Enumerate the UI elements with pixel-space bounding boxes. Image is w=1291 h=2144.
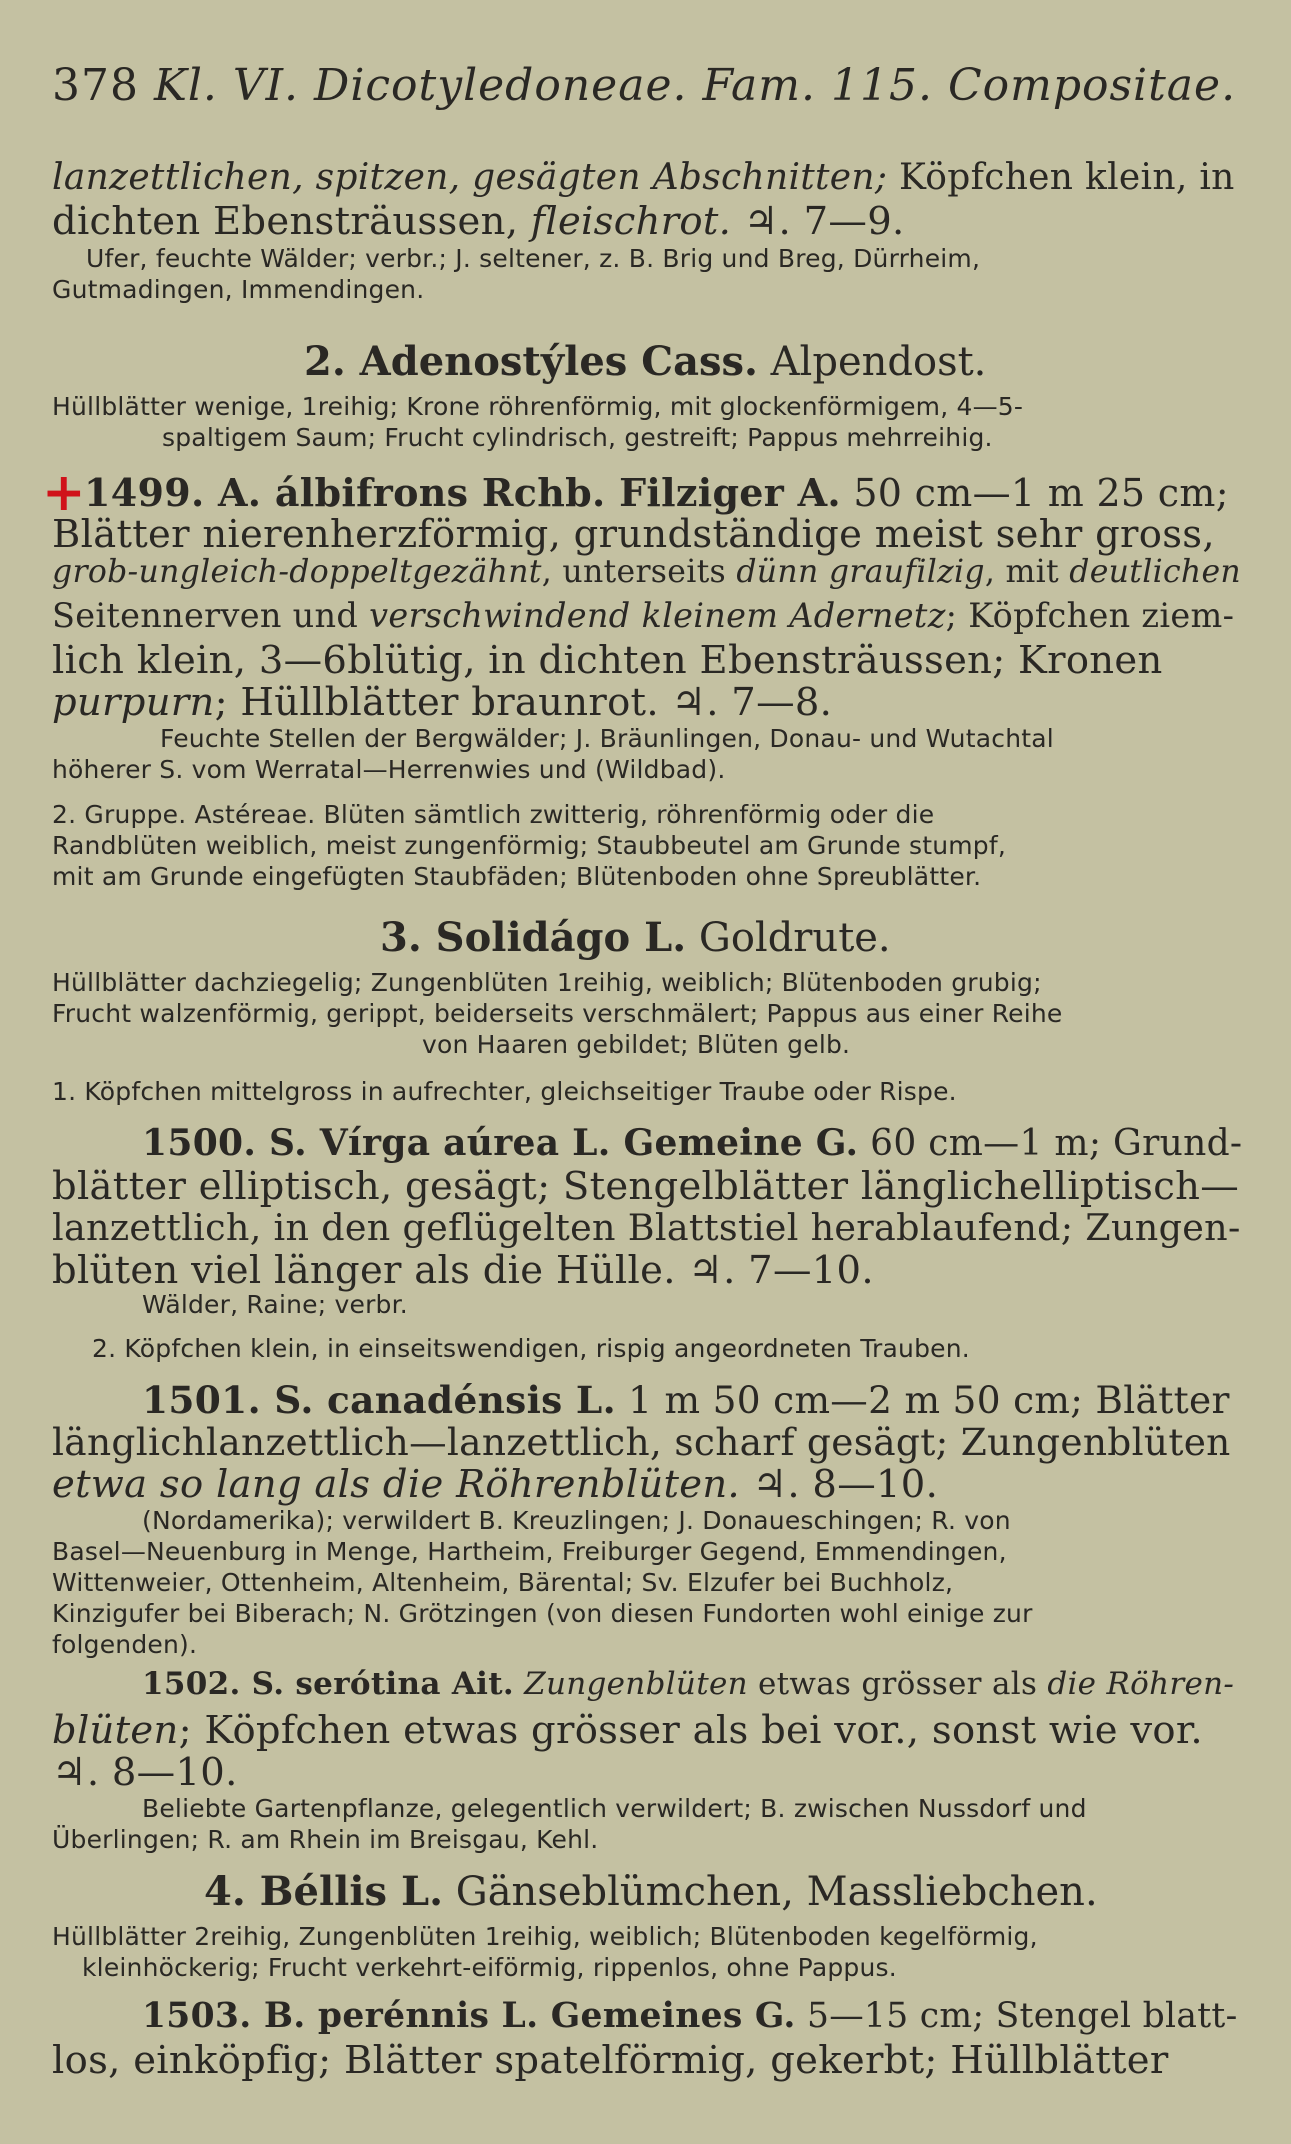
habitat-line: Wittenweier, Ottenheim, Altenheim, Bärental; Sv. Elzufer bei Buchholz, <box>52 1568 954 1597</box>
header-family-name: Compositae. <box>947 60 1237 111</box>
page-number: 378 <box>52 60 139 111</box>
species-1499-line: 1499. A. álbifrons Rchb. Filziger A. 50 cm—1 m 25 cm; <box>84 470 1229 515</box>
habitat-line: Basel—Neuenburg in Menge, Hartheim, Freiburger Gegend, Emmendingen, <box>52 1537 1007 1566</box>
habitat-line: Wälder, Raine; verbr. <box>142 1290 408 1319</box>
text-line: länglichlanzettlich—lanzettlich, scharf gesägt; Zungenblüten <box>52 1420 1231 1464</box>
key-line: 1. Köpfchen mittelgross in aufrechter, gleichseitiger Traube oder Rispe. <box>52 1077 957 1106</box>
text-line: purpurn; Hüllblätter braunrot. ♃. 7—8. <box>52 680 833 725</box>
habitat-line: Kinzigufer bei Biberach; N. Grötzingen (von diesen Fundorten wohl einige zur <box>52 1599 1033 1628</box>
genus-heading: 2. Adenostýles Cass. Alpendost. <box>304 338 987 385</box>
species-1502-line: 1502. S. serótina Ait. Zungenblüten etwas grösser als die Röhren- <box>142 1666 1235 1702</box>
habitat-line: Überlingen; R. am Rhein im Breisgau, Kehl. <box>52 1825 599 1854</box>
genus-description: spaltigem Saum; Frucht cylindrisch, gestreift; Pappus mehrreihig. <box>162 423 993 452</box>
key-line: 2. Köpfchen klein, in einseitswendigen, rispig angeordneten Trauben. <box>92 1334 970 1363</box>
header-subclass: Dicotyledoneae. <box>314 60 688 111</box>
genus-description: Hüllblätter 2reihig, Zungenblüten 1reihig, weiblich; Blütenboden kegelförmig, <box>52 1922 1038 1951</box>
header-family: Fam. 115. <box>702 60 933 111</box>
habitat-line: Ufer, feuchte Wälder; verbr.; J. seltener, z. B. Brig und Breg, Dürrheim, <box>86 244 981 273</box>
text-line: blüten viel länger als die Hülle. ♃. 7—10. <box>52 1248 874 1293</box>
species-1503-line: 1503. B. perénnis L. Gemeines G. 5—15 cm; Stengel blatt- <box>142 1996 1238 2036</box>
text-line: blüten; Köpfchen etwas grösser als bei vor., sonst wie vor. <box>52 1708 1203 1753</box>
text-line: Seitennerven und verschwindend kleinem Adernetz; Köpfchen ziem- <box>52 596 1235 635</box>
genus-description: von Haaren gebildet; Blüten gelb. <box>422 1030 851 1059</box>
genus-description: kleinhöckerig; Frucht verkehrt-eiförmig, rippenlos, ohne Pappus. <box>82 1953 897 1982</box>
text-line: blätter elliptisch, gesägt; Stengelblätter länglichelliptisch— <box>52 1164 1240 1209</box>
group-heading: 2. Gruppe. Astéreae. Blüten sämtlich zwitterig, röhrenförmig oder die <box>52 800 935 829</box>
text-line: lich klein, 3—6blütig, in dichten Ebensträussen; Kronen <box>52 638 1163 683</box>
genus-heading: 3. Solidágo L. Goldrute. <box>380 914 891 961</box>
genus-heading: 4. Béllis L. Gänseblümchen, Massliebchen. <box>204 1868 1098 1915</box>
species-1500-line: 1500. S. Vírga aúrea L. Gemeine G. 60 cm—1 m; Grund- <box>142 1122 1243 1164</box>
text-line: dichten Ebensträussen, fleischrot. ♃. 7—9. <box>52 199 905 244</box>
header-class: Kl. VI. <box>153 60 300 111</box>
habitat-line: (Nordamerika); verwildert B. Kreuzlingen; J. Donaueschingen; R. von <box>142 1506 1011 1535</box>
text-line: lanzettlich, in den geflügelten Blattstiel herablaufend; Zungen- <box>52 1206 1241 1249</box>
genus-description: Hüllblätter wenige, 1reihig; Krone röhrenförmig, mit glockenförmigem, 4—5- <box>52 392 1024 421</box>
group-description: Randblüten weiblich, meist zungenförmig; Staubbeutel am Grunde stumpf, <box>52 831 1007 860</box>
running-header <box>52 60 1236 111</box>
text-line: grob-ungleich-doppeltgezähnt, unterseits dünn graufilzig, mit deutlichen <box>52 554 1242 590</box>
text-line: ♃. 8—10. <box>52 1750 238 1795</box>
habitat-line: höherer S. vom Werratal—Herrenwies und (Wildbad). <box>52 755 726 784</box>
habitat-line: Beliebte Gartenpflanze, gelegentlich verwildert; B. zwischen Nussdorf und <box>142 1794 1087 1823</box>
genus-description: Hüllblätter dachziegelig; Zungenblüten 1reihig, weiblich; Blütenboden grubig; <box>52 968 1042 997</box>
habitat-line: folgenden). <box>52 1630 198 1659</box>
text-line: lanzettlichen, spitzen, gesägten Abschnitten; Köpfchen klein, in <box>52 157 1235 198</box>
text-line: los, einköpfig; Blätter spatelförmig, gekerbt; Hüllblätter <box>52 2038 1169 2083</box>
habitat-line: Gutmadingen, Immendingen. <box>52 275 425 304</box>
text-line: Blätter nierenherzförmig, grundständige meist sehr gross, <box>52 512 1215 557</box>
genus-description: Frucht walzenförmig, gerippt, beiderseits verschmälert; Pappus aus einer Reihe <box>52 999 1063 1028</box>
species-1501-line: 1501. S. canadénsis L. 1 m 50 cm—2 m 50 cm; Blätter <box>142 1378 1230 1422</box>
text-line: etwa so lang als die Röhrenblüten. ♃. 8—10. <box>52 1462 939 1507</box>
group-description: mit am Grunde eingefügten Staubfäden; Blütenboden ohne Spreublätter. <box>52 862 982 891</box>
red-cross-mark: + <box>42 462 86 523</box>
habitat-line: Feuchte Stellen der Bergwälder; J. Bräunlingen, Donau- und Wutachtal <box>160 724 1054 753</box>
